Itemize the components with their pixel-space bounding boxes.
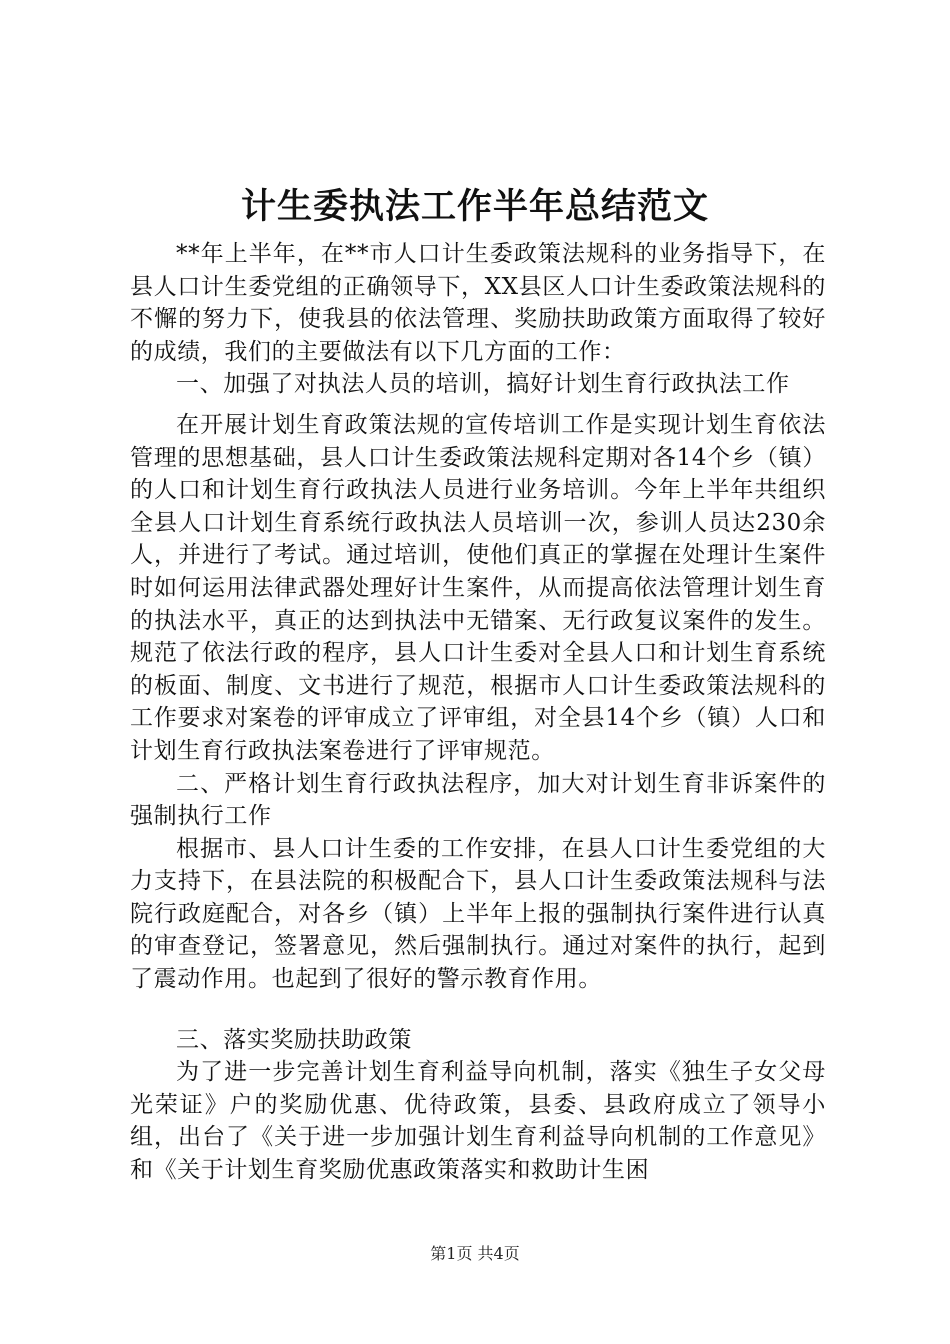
- page-number-footer: 第1页 共4页: [430, 1244, 520, 1263]
- section-1-paragraph: 在开展计划生育政策法规的宣传培训工作是实现计划生育依法管理的思想基础，县人口计生委政策法规科定期对各14个乡（镇）的人口和计划生育行政执法人员进行业务培训。今年上半年共组织全县人口计划生育系统行政执法人员培训一次，参训人员达230余人，并进行了考试。通过培训，使他们真正的掌握在处理计生案件时如何运用法律武器处理好计生案件，从而提高依法管理计划生育的执法水平，真正的达到执法中无错案、无行政复议案件的发生。规范了依法行政的程序，县人口计生委对全县人口和计划生育系统的板面、制度、文书进行了规范，根据市人口计生委政策法规科的工作要求对案卷的评审成立了评审组，对全县14个乡（镇）人口和计划生育行政执法案卷进行了评审规范。: [130, 411, 826, 764]
- section-3-paragraph: 为了进一步完善计划生育利益导向机制，落实《独生子女父母光荣证》户的奖励优惠、优待政策，县委、县政府成立了领导小组，出台了《关于进一步加强计划生育利益导向机制的工作意见》和《关于计划生育奖励优惠政策落实和救助计生困: [130, 1059, 826, 1184]
- section-2-paragraph: 根据市、县人口计生委的工作安排，在县人口计生委党组的大力支持下，在县法院的积极配合下，县人口计生委政策法规科与法院行政庭配合，对各乡（镇）上半年上报的强制执行案件进行认真的审查登记，签署意见，然后强制执行。通过对案件的执行，起到了震动作用。也起到了很好的警示教育作用。: [130, 835, 826, 993]
- document-body: [130, 238, 826, 1187]
- document-title: 计生委执法工作半年总结范文: [240, 186, 709, 227]
- intro-paragraph: **年上半年，在**市人口计生委政策法规科的业务指导下，在县人口计生委党组的正确领导下，XX县区人口计生委政策法规科的不懈的努力下，使我县的依法管理、奖励扶助政策方面取得了较好的成绩，我们的主要做法有以下几方面的工作：: [130, 241, 826, 365]
- paragraph-gap: [130, 996, 826, 1024]
- section-heading-2: 二、严格计划生育行政执法程序，加大对计划生育非诉案件的强制执行工作: [130, 770, 826, 830]
- paragraph-gap: [130, 401, 826, 409]
- section-heading-3: 三、落实奖励扶助政策: [176, 1026, 412, 1053]
- section-heading-1: 一、加强了对执法人员的培训，搞好计划生育行政执法工作: [176, 371, 790, 398]
